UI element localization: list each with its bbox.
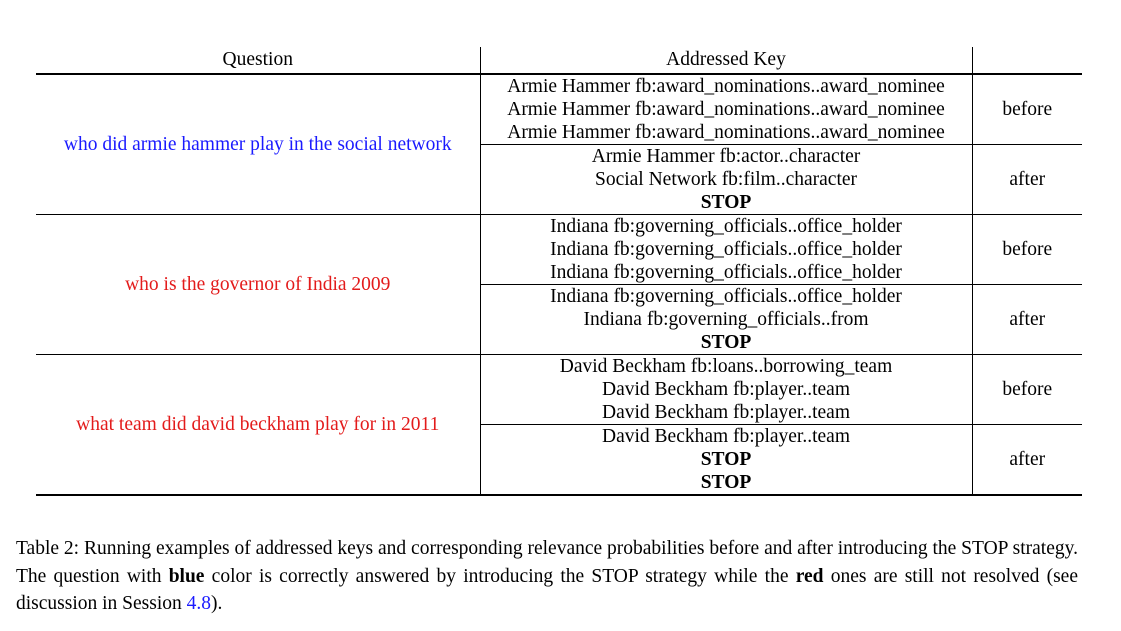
table-body [36, 74, 1082, 495]
addressed-key: David Beckham fb:player..team [602, 402, 850, 423]
stage-label-after: after [1009, 169, 1046, 190]
header-addressed-key: Addressed Key [480, 47, 972, 74]
caption-red-word: red [795, 565, 824, 587]
addressed-key: David Beckham fb:loans..borrowing_team [559, 356, 893, 377]
addressed-key: David Beckham fb:player..team [602, 426, 850, 447]
addressed-keys-cell [480, 425, 972, 496]
question-cell: who is the governor of India 2009 [36, 215, 480, 355]
addressed-key: Indiana fb:governing_officials..office_holder [550, 262, 902, 283]
stage-label-after: after [1009, 309, 1046, 330]
addressed-key: Armie Hammer fb:actor..character [591, 146, 861, 167]
header-stage [972, 47, 1082, 74]
addressed-key: Social Network fb:film..character [594, 169, 858, 190]
results-table [36, 47, 1082, 496]
table-row [36, 355, 1082, 425]
addressed-key: Indiana fb:governing_officials..office_holder [550, 239, 902, 260]
addressed-keys-cell [480, 215, 972, 285]
question-cell: who did armie hammer play in the social network [36, 74, 480, 215]
stage-label-before: before [972, 74, 1082, 145]
stop-key: STOP [700, 472, 752, 493]
caption-text-1: Table 2: Running examples of addressed keys and corresponding relevance probabilities before and after introducing the STOP strategy. The question with [16, 538, 1078, 587]
addressed-keys-cell [480, 355, 972, 425]
addressed-keys-cell [480, 74, 972, 145]
caption-text-4: ). [211, 593, 223, 614]
addressed-key: David Beckham fb:player..team [602, 379, 850, 400]
addressed-key: Armie Hammer fb:award_nominations..award_nominee [507, 99, 945, 120]
table-caption [16, 535, 1078, 618]
addressed-key: Armie Hammer fb:award_nominations..award_nominee [507, 122, 945, 143]
addressed-keys-cell [480, 285, 972, 355]
addressed-key: Indiana fb:governing_officials..office_holder [550, 286, 902, 307]
stage-label-after: after [1009, 449, 1046, 470]
section-reference-link[interactable]: 4.8 [186, 593, 212, 614]
addressed-key: Armie Hammer fb:award_nominations..award_nominee [507, 76, 945, 97]
header-question: Question [36, 47, 480, 74]
table-header-row [36, 47, 1082, 74]
table-row [36, 215, 1082, 285]
table-row [36, 74, 1082, 145]
addressed-key: Indiana fb:governing_officials..office_holder [550, 216, 902, 237]
stage-label-before: before [972, 215, 1082, 285]
stop-key: STOP [700, 192, 752, 213]
caption-blue-word: blue [168, 565, 205, 587]
stop-key: STOP [700, 449, 752, 470]
question-cell: what team did david beckham play for in 2011 [36, 355, 480, 496]
stage-label-before: before [972, 355, 1082, 425]
stop-key: STOP [700, 332, 752, 353]
addressed-keys-cell [480, 145, 972, 215]
addressed-key: Indiana fb:governing_officials..from [583, 309, 869, 330]
caption-text-3: ones are still not resolved (see discussion in Session [16, 565, 1078, 614]
caption-text-2: color is correctly answered by introducing the STOP strategy while the [204, 565, 796, 587]
